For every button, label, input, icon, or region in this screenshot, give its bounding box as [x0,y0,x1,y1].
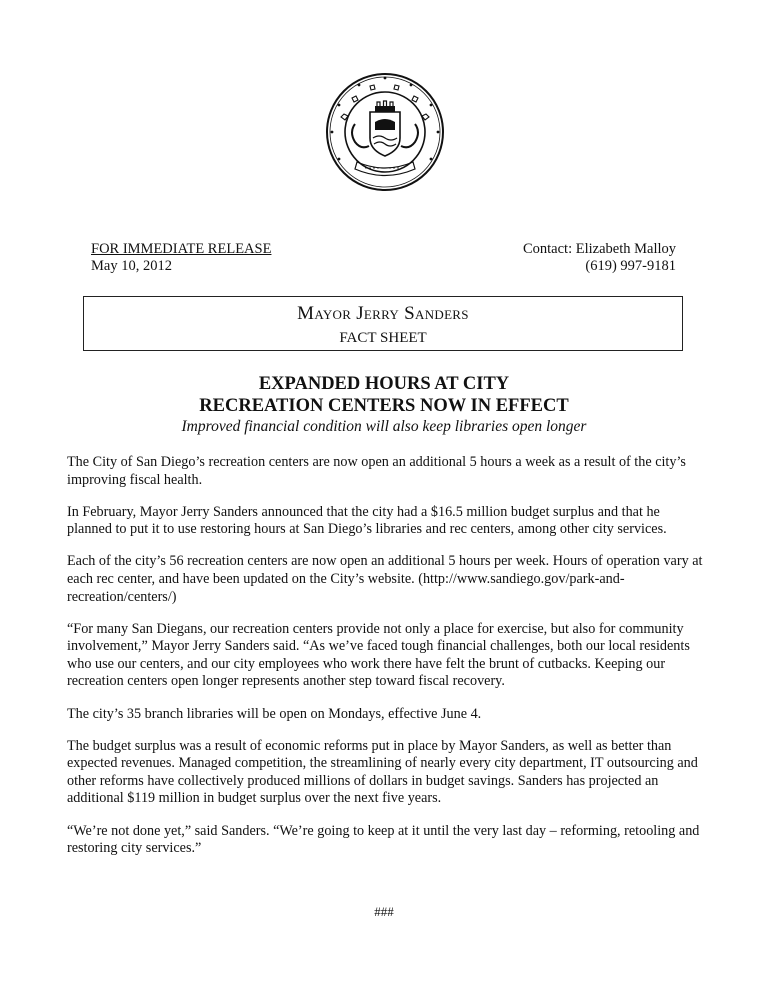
release-info [91,241,271,275]
end-mark: ### [374,904,394,919]
fact-sheet-label: FACT SHEET [339,330,427,346]
headline-line-1: EXPANDED HOURS AT CITY [258,374,510,394]
headline-line-2: RECREATION CENTERS NOW IN EFFECT [199,396,569,416]
title-box [83,296,683,351]
contact-info [523,241,676,275]
contact-name: Contact: Elizabeth Malloy [522,241,676,257]
paragraph: “We’re not done yet,” said Sanders. “We’re going to keep at it until the very last day – reforming, retooling and restoring city services.” [67,822,700,857]
contact-phone: (619) 997-9181 [585,258,676,274]
city-seal-logo [325,72,445,192]
paragraph: The city’s 35 branch libraries will be open on Mondays, effective June 4. [67,705,482,722]
headline [0,373,768,417]
paragraph: “For many San Diegans, our recreation centers provide not only a place for exercise, but also for community involvement,” Mayor Jerry Sanders said. “As we’ve faced tough financial challenges, both our local residents who use our centers, and our city employees who work there have felt the brunt of cutbacks. Keeping our recreation centers open longer represents another step toward fiscal recovery. [67,620,690,690]
subheadline: Improved financial condition will also keep libraries open longer [181,418,587,435]
mayor-name-title: Mayor Jerry Sanders [297,303,469,324]
release-date: May 10, 2012 [91,258,172,274]
article-body [67,454,707,872]
paragraph: In February, Mayor Jerry Sanders announced that the city had a $16.5 million budget surplus and that he planned to put it to use restoring hours at San Diego’s libraries and rec centers, among other city services. [67,503,667,538]
paragraph: Each of the city’s 56 recreation centers are now open an additional 5 hours per week. Hours of operation vary at each rec center, and have been updated on the City’s website. (http://www.sandiego.gov/park-and-recreation/centers/) [67,553,703,605]
release-label: FOR IMMEDIATE RELEASE [91,241,272,257]
paragraph: The budget surplus was a result of economic reforms put in place by Mayor Sanders, as well as better than expected revenues. Managed competition, the streamlining of nearly every city department, IT outsourcing and other reforms have collectively produced millions of dollars in budget savings. Sanders has projected an additional $119 million in budget surplus over the next five years. [67,737,698,807]
paragraph: The City of San Diego’s recreation centers are now open an additional 5 hours a week as a result of the city’s improving fiscal health. [67,454,686,488]
